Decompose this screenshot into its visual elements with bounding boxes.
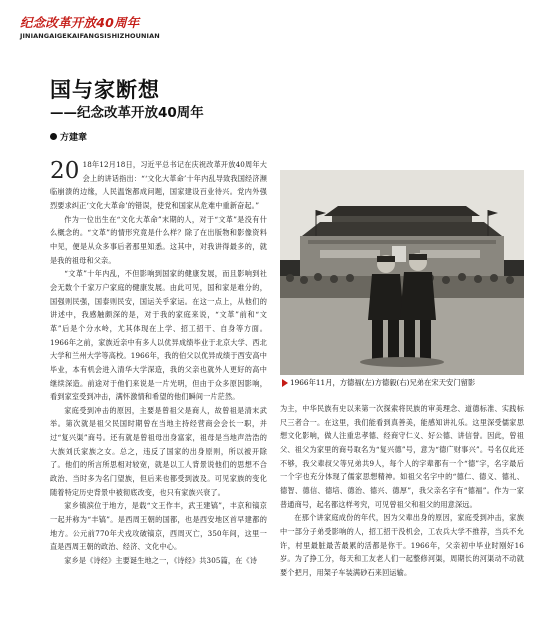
- photo-caption: [282, 378, 475, 388]
- body-paragraph: 在那个讲家庭成份的年代，因为父辈出身的原因，家庭受到冲击，家族中一部分子弟受影响的人，招工招干没机会，工农兵大学不推荐，当兵不允许，村里最脏最苦最累的活都是你干。1966年，父亲初中毕业时刚好16岁。为了挣工分，每天和工友老人们一起整修河渠，周期长的河渠动不动就要个把月，用架子车装满砂石来回运输。: [280, 513, 524, 577]
- caption-marker-icon: [282, 379, 288, 387]
- section-pinyin: JINIANGAIGEKAIFANGSISHIZHOUNIAN: [20, 32, 160, 40]
- section-title: 纪念改革开放40周年: [20, 15, 140, 30]
- body-paragraph: 家乡是《诗经》主要诞生地之一，《诗经》共305篇，在《诗: [64, 556, 258, 566]
- body-paragraph: 家庭受到冲击的原因，主要是曾祖父是商人，故曾祖是清末武举。第次就是祖父民国时期曾在当地主持经营商会会长一职，并过“复兴渠”商号。还有就是曾祖母出身富家，祖母是当地声浩浩的大族刘氏家族之女。总之，违反了国家的出身原则，所以被开除了。他们的所言所思相对较宽，就是以工人背景说他们的思想不合政治、当时多为名门望族，但后来也都受到波及。可见家族的变化随着特定历史背景中被彻底改变，也只有家族兴衰了。: [50, 405, 267, 497]
- bullet-icon: [50, 133, 57, 140]
- body-paragraph: 为主，中华民族有史以来第一次探索将民族的审美理念、道德标准、实践标尺三者合一。在这里，我们能看到真善美，能感知讲礼乐。这里深受儒家思想文化影响，做人注重忠孝德、经商守仁义、好公德、讲信誉。因此，曾祖父、祖父为家里的商号取名为“复兴德”号，意为“德广财事兴”。号名仅此还不够，我父辈叔父等兄弟共9人，每个人的字辈都有一个“德”字，名字最后一个字也充分体现了儒家思想精神。如祖父名字中的“德仁、德义、德礼、德智、德信、德培、德治、德兴、德厚”，我父亲名字有“德福”。作为一家普通商号，起名都这样考究，可见曾祖父和祖父的用意深远。: [280, 404, 524, 509]
- section-header: [0, 0, 539, 48]
- historical-photo: [280, 170, 524, 375]
- article-subtitle: ——纪念改革开放40周年: [50, 105, 204, 121]
- right-column: [280, 402, 524, 580]
- body-paragraph: 作为一位出生在“文化大革命”末期的人，对于“文革”是没有什么概念的。“文革”的情形究竟是什么样？除了在出版物和影像资料中见，便是从众多事后者那里知悉。这其中，对我讲得最多的，就是我的祖母和父亲。: [50, 214, 267, 265]
- article-title: 国与家断想: [50, 78, 160, 102]
- body-paragraph: “文革”十年内乱，不但影响到国家的健康发展，而且影响到社会无数个千家万户家庭的健康发展。由此可见，国和家是难分的，国强则民强，国泰则民安，国运关乎家运。在这一点上，从他们的讲述中，我感触颇深的是，对于我的家庭来说，“文革”前和“文革”后是个分水岭，尤其体现在上学、招工招干、自身等方面。1966年之前，家族近亲中有多人以优异成绩毕业于北京大学、西北大学和兰州大学等高校。1966年，我的伯父以优异成绩于西安高中毕业，本有机会进入清华大学深造，我的父亲也就外人更好的高中继续深造。前途对于他们来说是一片光明，但由于众多原因影响，看到家室受到冲击，满怀激情和希望的他们瞬间一片茫然。: [50, 269, 267, 402]
- article-author: [50, 130, 87, 143]
- caption-text: 1966年11月，方德福(左)方德毅(右)兄弟在宋天安门留影: [290, 378, 476, 387]
- author-name: 方建章: [60, 133, 88, 143]
- body-paragraph: 20 18年12月18日，习近平总书记在庆祝改革开放40周年大会上的讲话指出：“‘文化大革命’十年内乱导致我国经济濒临崩溃的边缘，人民温饱都成问题，国家建设百业待兴。党内外强烈要求纠正‘文化大革命’的错误，使党和国家从危难中重新奋起。”: [50, 158, 267, 210]
- left-column: [50, 158, 267, 568]
- drop-cap: 20: [50, 158, 80, 184]
- body-paragraph: 家乡镇滨位于地方，是载“文王作丰，武王建镐”，丰京和镐京一起并称为“丰镐”。是西周王朝的国都，也是西安地区首早建都的地方。公元前770年犬戎攻破镐京，西周灭亡，350年间，这里一直是西周王朝的政治、经济、文化中心。: [50, 501, 267, 552]
- photo-illustration: [280, 170, 524, 375]
